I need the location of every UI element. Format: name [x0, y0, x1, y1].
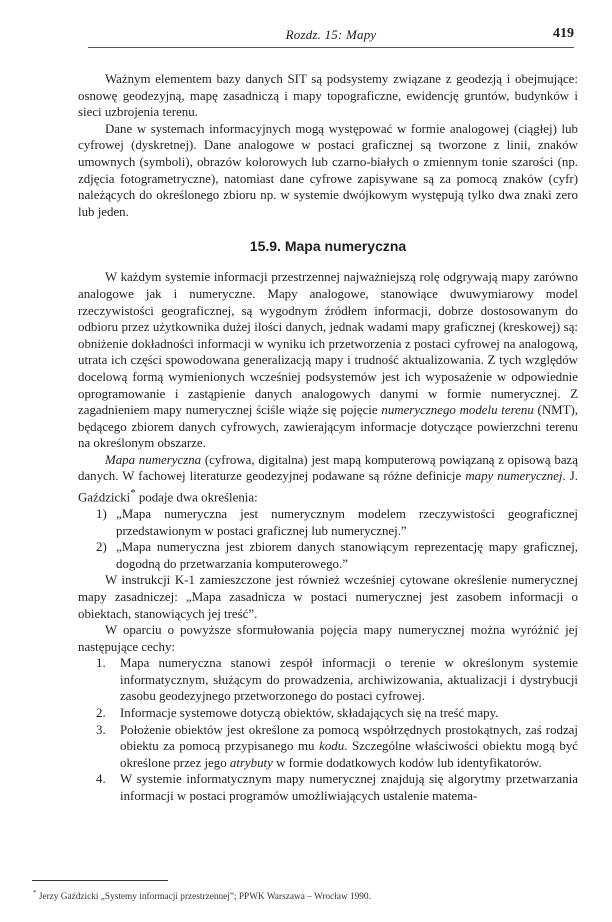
emphasis-term: atrybuty — [229, 755, 273, 770]
footnote-divider — [32, 880, 168, 881]
feature-text: w formie dodatkowych kodów lub identyfikatorów. — [272, 755, 542, 770]
emphasis-term: mapy numerycznej — [465, 469, 563, 484]
footnote — [33, 887, 593, 903]
intro-paragraph-1: Ważnym elementem bazy danych SIT są podsystemy związane z geodezją i obejmujące: osnowę geodezyjną, mapę zasadniczą i mapy topograficzne, ewidencję gruntów, budynków i sieci uzbrojenia terenu. — [78, 72, 578, 120]
section-paragraph-4: W oparciu o powyższe sformułowania pojęcia mapy numerycznej można wyróżnić jej następujące cechy: — [78, 623, 578, 654]
feature-number: 4. — [96, 772, 106, 787]
footnote-marker: * — [33, 889, 37, 897]
feature-item — [78, 655, 578, 705]
feature-text: W systemie informatycznym mapy numerycznej znajdują się algorytmy przetwarzania informacji w postaci programów umożliwiających ustalenie matema- — [120, 772, 578, 804]
page-header — [88, 25, 574, 48]
feature-text: Położenie obiektów jest określone za pomocą współrzędnych prostokątnych, zaś rodzaj obiektu za pomocą przypisanego mu — [120, 722, 578, 754]
text-run: (NMT), będącego zbiorem danych cyfrowych, zawierającym informacje dotyczące powierzchni terenu na określonym obszarze. — [78, 403, 578, 451]
text-run: podaje dwa określenia: — [135, 490, 258, 505]
text-run: . J. Gaździcki — [78, 469, 579, 505]
page-body — [78, 71, 578, 805]
section-heading: 15.9. Mapa numeryczna — [249, 238, 407, 255]
feature-number: 3. — [96, 722, 106, 737]
feature-number: 2. — [96, 706, 106, 721]
definition-text: „Mapa numeryczna jest numerycznym modelem rzeczywistości geograficznej przedstawionym w postaci graficznej lub numerycznej.” — [116, 506, 578, 538]
feature-item — [78, 705, 578, 722]
definition-item — [78, 539, 578, 572]
footnote-marker: * — [130, 487, 136, 500]
footnote-text: Jerzy Gaździcki „Systemy informacji przestrzennej”; PPWK Warszawa – Wrocław 1990. — [38, 892, 371, 903]
feature-text: . Szczególne właściwości obiektu mogą być określone przez jego — [120, 739, 578, 770]
emphasis-term: numerycznego modelu terenu — [381, 403, 534, 418]
feature-number: 1. — [96, 656, 106, 671]
definition-label: 2) — [96, 540, 107, 555]
running-head: Rozdz. 15: Mapy — [285, 27, 377, 42]
text-run: W każdym systemie informacji przestrzennej najważniejszą rolę odgrywają mapy zarówno analogowe jak i numeryczne. Mapy analogowe, stanowiące dwuwymiarowy model rzeczywistości geograficznej, są wygodnym źródłem informacji, dobrze dostosowanym do odbioru przez użytkownika dużej ilości danych, jednak wadami mapy graficznej (kreskowej) są: obniżenie dokładności informacji w wyniku ich przetworzenia z postaci cyfrowej na analogową, utrata ich części spowodowana generalizacją mapy i trudność aktualizowania. Z tych względów docelową formą wymienionych wcześniej podsystemów jest ich wyposażenie w odpowiednie oprogramowanie i zastąpienie danych analogowych danymi w formie numerycznej. Z zagadnieniem mapy numerycznej ściśle wiąże się pojęcie — [78, 270, 578, 418]
feature-text: Informacje systemowe dotyczą obiektów, składających się na treść mapy. — [120, 706, 499, 721]
section-paragraph-3: W instrukcji K-1 zamieszczone jest również wcześniej cytowane określenie numerycznej mapy zasadniczej: „Mapa zasadnicza w postaci numerycznej jest zasobem informacji o obiektach, stanowiących jej treść”. — [78, 573, 578, 621]
page-number: 419 — [553, 26, 574, 41]
definition-item — [78, 506, 578, 539]
emphasis-term: Mapa numeryczna — [105, 452, 202, 467]
definition-label: 1) — [96, 506, 107, 521]
section-paragraph-1 — [78, 269, 578, 452]
emphasis-term: kodu — [319, 739, 345, 754]
feature-text: Mapa numeryczna stanowi zespół informacji o terenie w określonym systemie informatycznym, służącym do prowadzenia, archiwizowania, aktualizacji i dystrybucji zasobu geodezyjnego przetworzonego do postaci cyfrowej. — [120, 656, 578, 704]
text-run: (cyfrowa, digitalna) jest mapą komputerową powiązaną z opisową bazą danych. W fachowej literaturze geodezyjnej podawane są różne definicje — [78, 452, 578, 484]
feature-item — [78, 722, 578, 772]
section-paragraph-2 — [78, 452, 578, 506]
feature-item — [78, 771, 578, 804]
definition-text: „Mapa numeryczna jest zbiorem danych stanowiącym reprezentację mapy graficznej, dogodną do przetwarzania komputerowego.” — [116, 540, 578, 571]
intro-paragraph-2: Dane w systemach informacyjnych mogą występować w formie analogowej (ciągłej) lub cyfrowej (dyskretnej). Dane analogowe w postaci graficznej są tworzone z linii, znaków umownych (symboli), obrazów kolorowych lub czarno-białych o zmiennym tonie szarości (np. zdjęcia fotogrametryczne), natomiast dane cyfrowe zapisywane są za pomocą znaków (cyfr) należących do określonego zbioru np. w systemie dwójkowym występują tylko dwa znaki zero lub jeden. — [78, 121, 578, 219]
